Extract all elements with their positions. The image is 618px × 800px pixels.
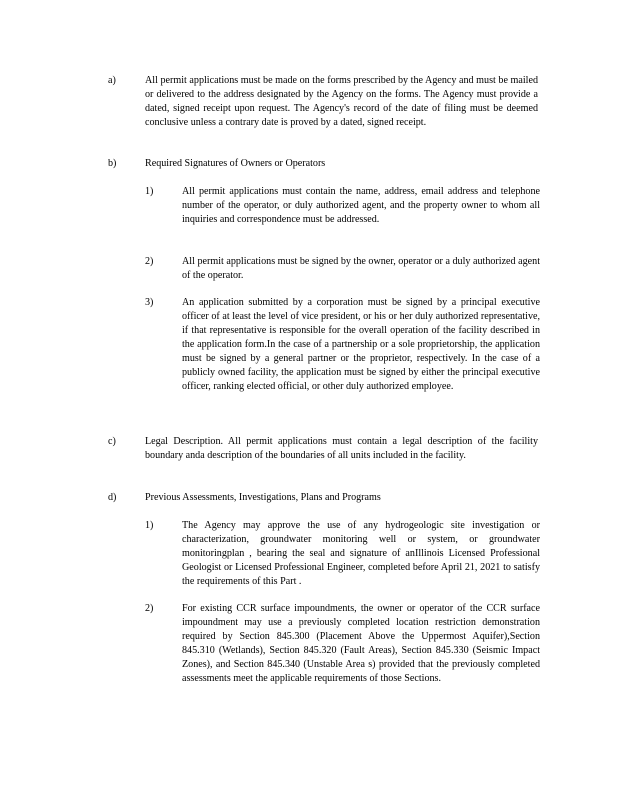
section-b-1-marker: 1) [145,186,154,197]
section-b-marker: b) [108,158,117,169]
section-d-2-text: For existing CCR surface impoundments, the owner or operator of the CCR surface impoundment may use a previously completed location restriction demonstration required by Section 845.300 (Placement Above the Uppermost Aquifer),Section 845.310 (Wetlands), Section 845.320 (Fault Areas), Section 845.330 (Seismic Impact Zones), and Section 845.340 (Unstable Area s) provided that the previously completed assessments meet the applicable requirements of those Sections. [182,603,540,684]
section-b-2-marker: 2) [145,256,154,267]
section-b-1-text: All permit applications must contain the name, address, email address and telephone number of the operator, or duly authorized agent, and the property owner to whom all inquiries and correspondence must be addressed. [182,186,540,225]
section-a-marker: a) [108,75,116,86]
section-b-2-text: All permit applications must be signed by the owner, operator or a duly authorized agent of the operator. [182,256,540,281]
section-a-text: All permit applications must be made on the forms prescribed by the Agency and must be mailed or delivered to the address designated by the Agency on the forms. The Agency must provide a dated, signed receipt upon request. The Agency's record of the date of filing must be deemed conclusive unless a contrary date is proved by a dated, signed receipt. [145,75,538,128]
section-d-heading: Previous Assessments, Investigations, Plans and Programs [145,492,381,503]
section-d-marker: d) [108,492,117,503]
section-d-1-text: The Agency may approve the use of any hydrogeologic site investigation or characterization, groundwater monitoring well or system, or groundwater monitoringplan , bearing the seal and signature of anIllinois Licensed Professional Geologist or Licensed Professional Engineer, completed before April 21, 2021 to satisfy the requirements of this Part . [182,520,540,587]
section-d-2-marker: 2) [145,603,154,614]
section-b-3-marker: 3) [145,297,154,308]
section-d-1-marker: 1) [145,520,154,531]
section-c-marker: c) [108,436,116,447]
section-b-heading: Required Signatures of Owners or Operators [145,158,326,169]
section-c-text: Legal Description. All permit applications must contain a legal description of the facility boundary anda description of the boundaries of all units included in the facility. [145,436,538,461]
section-b-3-text: An application submitted by a corporation must be signed by a principal executive officer of at least the level of vice president, or his or her duly authorized representative, if that representative is responsible for the overall operation of the facility described in the application form.In the case of a partnership or a sole proprietorship, the application must be signed by a general partner or the proprietor, respectively. In the case of a publicly owned facility, the application must be signed by either the principal executive officer, ranking elected official, or other duly authorized employee. [182,297,540,392]
